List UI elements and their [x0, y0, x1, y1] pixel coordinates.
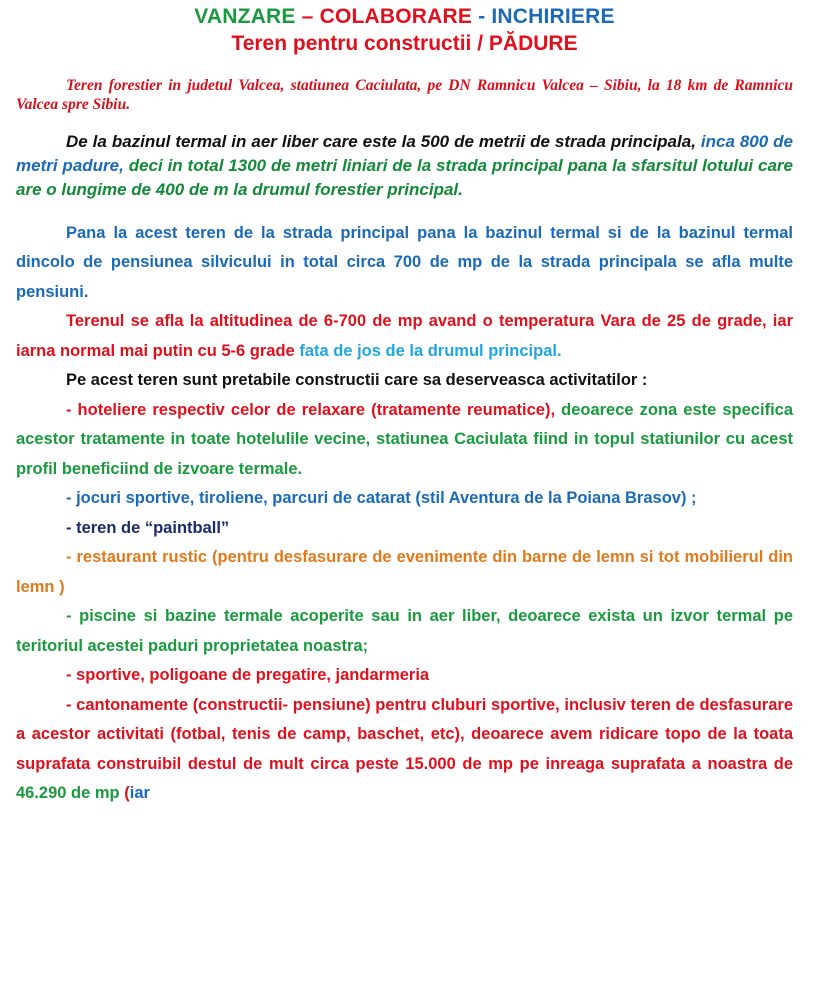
list-item-restaurant: - restaurant rustic (pentru desfasurare de evenimente din barne de lemn si tot mobilierul din lemn ): [16, 548, 793, 596]
page-subtitle: Teren pentru constructii / PĂDURE: [231, 32, 578, 55]
paragraph-distance-part-c: deci in total 1300 de metri liniari de la strada principal pana la sfarsitul lotului care are o lungime de 400 de m la drumul forestier principal.: [16, 155, 793, 199]
paragraph-distance-part-a: De la bazinul termal in aer liber care este la 500 de metrii de strada principala,: [66, 131, 696, 151]
paragraph-altitude-part-b: fata de jos de la drumul principal.: [299, 341, 562, 360]
page-title: [16, 5, 793, 29]
list-item-hotels: [16, 396, 793, 485]
paragraph-distance-part-b: inca 800 de metri padure,: [16, 131, 794, 175]
total-area-value: 46.290 de mp: [16, 784, 120, 802]
title-separator: –: [295, 5, 320, 28]
title-word-inchiriere: INCHIRIERE: [491, 5, 615, 28]
intro-paragraph: Teren forestier in judetul Valcea, statiunea Caciulata, pe DN Ramnicu Valcea – Sibiu, la 18 km de Ramnicu Valcea spre Sibiu.: [16, 77, 793, 113]
title-separator: -: [472, 5, 492, 28]
paragraph-activities-intro: Pe acest teren sunt pretabile constructii care sa deserveasca activitatilor :: [66, 371, 648, 389]
list-item-camps-paren: (: [119, 784, 130, 802]
list-item-camps-part-d: iar: [129, 784, 150, 802]
paragraph-distance: [16, 130, 793, 202]
document-page: [0, 5, 827, 984]
list-item-training: - sportive, poligoane de pregatire, jandarmeria: [66, 666, 430, 684]
list-item-hotels-part-a: - hoteliere respectiv celor de relaxare (tratamente reumatice),: [66, 400, 562, 419]
title-word-colaborare: COLABORARE: [319, 5, 473, 28]
list-item-paintball: - teren de “paintball”: [66, 518, 230, 537]
list-item-camps-part-a: - cantonamente (constructii- pensiune) pentru cluburi sportive, inclusiv teren de desfasurare a acestor activitati (fotbal, tenis de camp, baschet, etc), deoarece avem ridicare topo de la toata suprafata construibil destul de mult circa peste 15.000 de mp pe inreaga suprafata a noastra de: [16, 695, 793, 773]
paragraph-altitude-part-a: Terenul se afla la altitudinea de 6-700 de mp avand o temperatura Vara de 25 de grade, iar iarna normal mai putin cu 5-6 grade: [16, 312, 793, 360]
title-word-vanzare: VANZARE: [194, 5, 296, 28]
list-item-hotels-part-b: deoarece zona este specifica acestor tratamente in toate hotelulile vecine, statiunea Caciulata fiind in topul statiunilor cu acest profil beneficiind de izvoare termale.: [16, 400, 794, 478]
list-item-camps: [16, 691, 793, 809]
paragraph-pensions: Pana la acest teren de la strada principal pana la bazinul termal si de la bazinul termal dincolo de pensiunea silvicului in total circa 700 de mp de la strada principala se afla multe pensiuni.: [16, 223, 793, 301]
list-item-sports-games: - jocuri sportive, tiroliene, parcuri de catarat (stil Aventura de la Poiana Brasov) ;: [66, 489, 697, 507]
list-item-pools: - piscine si bazine termale acoperite sau in aer liber, deoarece exista un izvor termal pe teritoriul acestei paduri proprietatea noastra;: [16, 607, 793, 655]
paragraph-altitude: [16, 307, 793, 366]
